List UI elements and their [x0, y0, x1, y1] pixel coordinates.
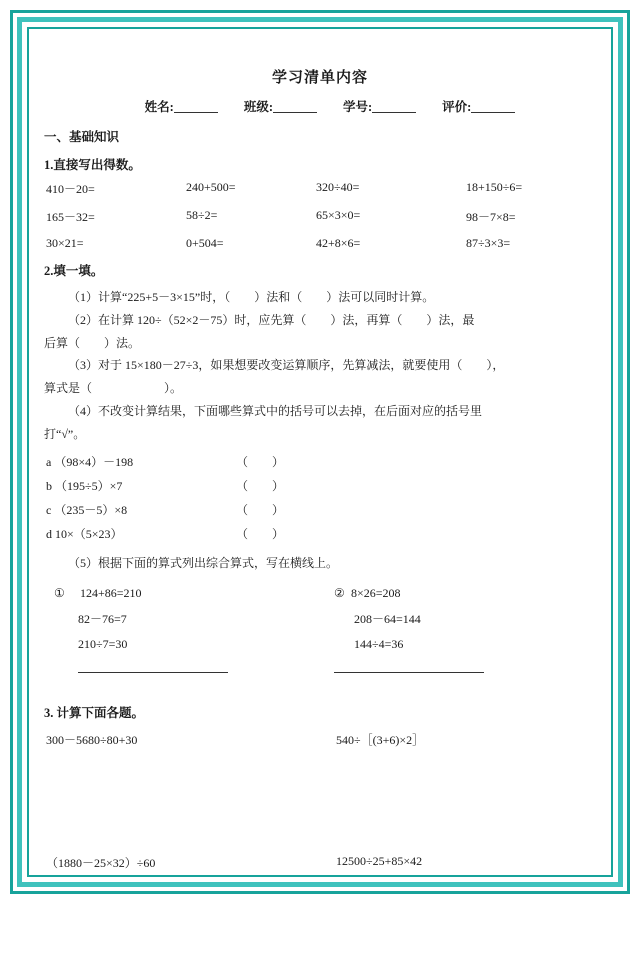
equation-text: 82－76=7	[78, 611, 127, 626]
equation-group-1	[44, 581, 334, 677]
expression-d	[46, 522, 236, 546]
question-2-3-line2: 算式是（ ）。	[44, 381, 183, 396]
mental-math-item: 42+8×6=	[316, 236, 361, 250]
mental-math-grid	[46, 180, 596, 251]
question-2-2-line2: 后算（ ）法。	[44, 335, 141, 350]
mental-math-item: 87÷3×3=	[466, 236, 511, 250]
item-label-b: b	[46, 478, 52, 493]
mental-math-item: 320÷40=	[316, 180, 360, 194]
part2-heading: 2.填一填。	[44, 264, 104, 278]
item-expr-a: （98×4）－198	[54, 454, 134, 469]
list-item	[46, 474, 596, 498]
mental-math-item: 165－32=	[46, 210, 95, 224]
field-name-blank[interactable]	[174, 100, 218, 113]
field-evaluation-label: 评价:	[442, 100, 472, 114]
equation-line	[44, 581, 334, 606]
expression-a	[46, 450, 236, 474]
answer-paren-a[interactable]: （ ）	[236, 454, 285, 469]
answer-paren-d[interactable]: （ ）	[236, 526, 285, 541]
field-student-number	[343, 97, 416, 115]
field-class-blank[interactable]	[273, 100, 317, 113]
field-name-label: 姓名:	[144, 100, 174, 114]
field-class	[244, 97, 317, 115]
worksheet-content	[44, 46, 596, 870]
field-student-number-blank[interactable]	[372, 100, 416, 113]
answer-paren-b[interactable]: （ ）	[236, 478, 285, 493]
section-heading-basics: 一、基础知识	[44, 130, 120, 144]
field-evaluation	[442, 97, 515, 115]
field-name	[145, 97, 218, 115]
work-space-2[interactable]	[44, 871, 596, 967]
item-label-c: c	[46, 502, 52, 517]
group-marker-2: ②	[334, 586, 345, 601]
equation-line	[334, 632, 584, 657]
question-2-1: （1）计算“225+5－3×15”时，（ ）法和（ ）法可以同时计算。	[68, 290, 435, 304]
computation-problem: 540÷［(3+6)×2］	[336, 732, 425, 747]
answer-paren-c[interactable]: （ ）	[236, 502, 285, 517]
work-space-1[interactable]	[44, 748, 596, 844]
item-expr-c: （235－5）×8	[54, 502, 128, 517]
computation-problem: 12500÷25+85×42	[336, 853, 423, 868]
mental-math-item: 98－7×8=	[466, 210, 516, 224]
computation-row-2	[44, 854, 596, 871]
equation-text: 8×26=208	[351, 586, 401, 601]
student-id-line	[44, 97, 596, 115]
equation-text: 124+86=210	[80, 586, 142, 601]
answer-blank-line-1[interactable]	[78, 671, 228, 673]
equation-line	[334, 607, 584, 632]
equation-groups	[44, 581, 596, 677]
equation-line	[44, 632, 334, 657]
group-marker-1: ①	[54, 586, 65, 601]
computation-problem: 300－5680÷80+30	[46, 732, 138, 747]
answer-blank-line-2[interactable]	[334, 671, 484, 673]
mental-math-item: 58÷2=	[186, 208, 218, 222]
list-item	[46, 450, 596, 474]
item-label-a: a	[46, 454, 52, 469]
mental-math-item: 65×3×0=	[316, 208, 361, 222]
question-2-4-line1: （4）不改变计算结果，下面哪些算式中的括号可以去掉，在后面对应的括号里	[68, 403, 483, 418]
equation-line	[334, 581, 584, 606]
equation-text: 210÷7=30	[78, 636, 128, 651]
equation-text: 144÷4=36	[354, 636, 404, 651]
list-item	[46, 522, 596, 546]
equation-line	[44, 607, 334, 632]
equation-text: 208－64=144	[354, 611, 421, 626]
field-class-label: 班级:	[243, 100, 273, 114]
expression-c	[46, 498, 236, 522]
part3-heading: 3. 计算下面各题。	[44, 705, 145, 720]
page-title: 学习清单内容	[271, 70, 368, 86]
part1-heading: 1.直接写出得数。	[44, 158, 141, 172]
computation-row-1	[44, 731, 596, 748]
equation-group-2	[334, 581, 584, 677]
item-label-d: d	[46, 526, 52, 541]
mental-math-item: 18+150÷6=	[466, 180, 523, 194]
question-2-5: （5）根据下面的算式列出综合算式，写在横线上。	[68, 555, 339, 570]
mental-math-item: 30×21=	[46, 236, 84, 250]
item-expr-b: （195÷5）×7	[55, 478, 123, 493]
mental-math-item: 410－20=	[46, 182, 95, 196]
expression-b	[46, 474, 236, 498]
question-2-3-line1: （3）对于 15×180－27÷3，如果想要改变运算顺序，先算减法，就要使用（ ），	[68, 358, 505, 373]
mental-math-item: 0+504=	[186, 236, 224, 250]
field-student-number-label: 学号:	[343, 100, 373, 114]
field-evaluation-blank[interactable]	[471, 100, 515, 113]
checkbox-expression-list	[46, 450, 596, 546]
mental-math-item: 240+500=	[186, 180, 236, 194]
computation-problem: （1880－25×32）÷60	[46, 855, 156, 870]
list-item	[46, 498, 596, 522]
item-expr-d: 10×（5×23）	[55, 526, 123, 541]
question-2-2-line1: （2）在计算 120÷（52×2－75）时，应先算（ ）法，再算（ ）法，最	[68, 312, 475, 327]
question-2-4-line2: 打“√”。	[44, 426, 86, 441]
